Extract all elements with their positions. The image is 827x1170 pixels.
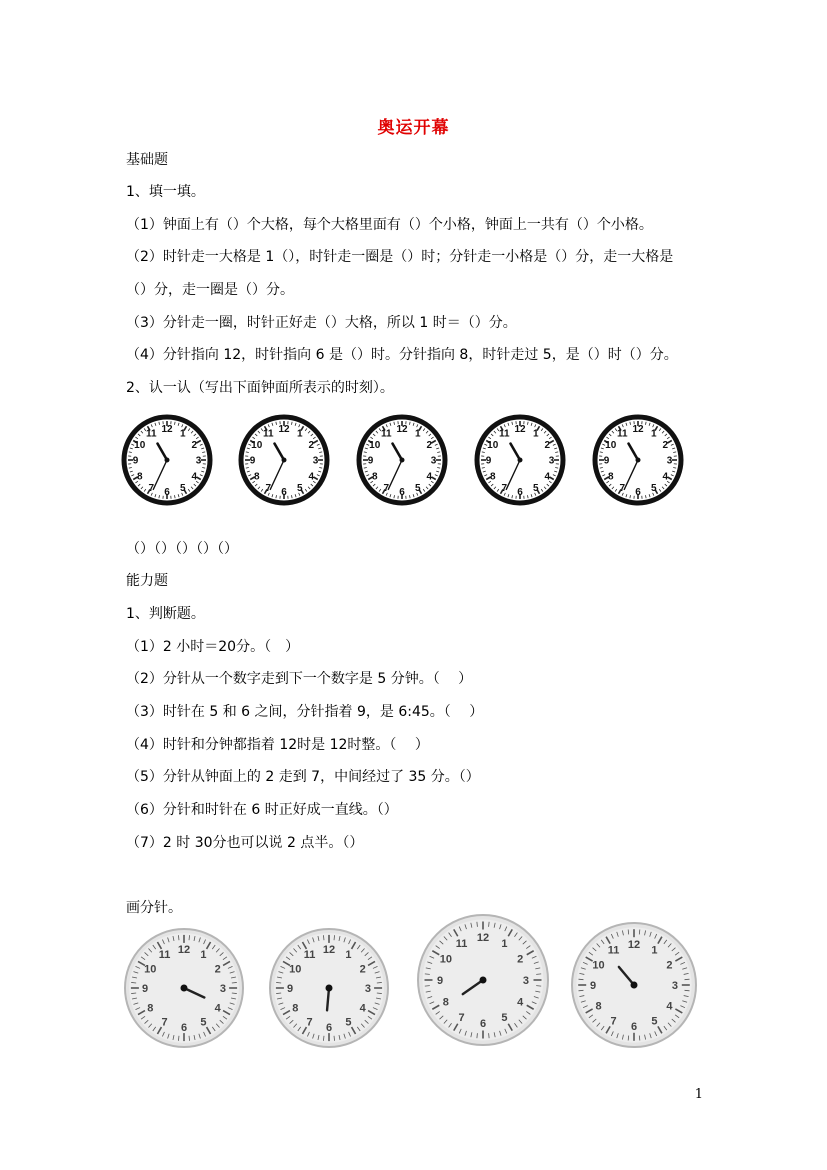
svg-text:11: 11 <box>262 428 274 440</box>
section-heading-ability: 能力题 <box>126 573 168 589</box>
svg-text:7: 7 <box>458 1012 465 1025</box>
svg-text:12: 12 <box>177 944 191 957</box>
svg-text:4: 4 <box>308 471 315 483</box>
svg-text:1: 1 <box>651 944 658 957</box>
svg-text:8: 8 <box>607 471 614 483</box>
svg-text:11: 11 <box>303 949 316 962</box>
judge-item-6: （6）分针和时针在 6 时正好成一直线。（） <box>126 802 398 818</box>
svg-text:6: 6 <box>281 487 287 499</box>
clock-5 <box>592 412 684 508</box>
svg-text:1: 1 <box>414 428 421 440</box>
svg-text:11: 11 <box>616 428 628 440</box>
svg-text:6: 6 <box>635 487 641 499</box>
svg-text:8: 8 <box>136 471 143 483</box>
svg-text:2: 2 <box>426 439 433 451</box>
svg-text:2: 2 <box>517 953 524 966</box>
svg-text:7: 7 <box>501 482 508 494</box>
svg-text:1: 1 <box>296 428 303 440</box>
svg-text:9: 9 <box>590 979 597 992</box>
svg-text:8: 8 <box>489 471 496 483</box>
svg-text:12: 12 <box>514 424 526 436</box>
page-number: 1 <box>694 1087 703 1102</box>
judge-item-2: （2）分针从一个数字走到下一个数字是 5 分钟。（ ） <box>126 671 473 687</box>
svg-text:1: 1 <box>532 428 539 440</box>
svg-text:3: 3 <box>666 455 673 467</box>
svg-text:11: 11 <box>455 937 468 950</box>
svg-text:6: 6 <box>479 1017 487 1030</box>
question-1-label: 1、填一填。 <box>126 184 205 200</box>
svg-text:5: 5 <box>532 482 539 494</box>
svg-text:2: 2 <box>214 963 221 976</box>
svg-text:8: 8 <box>371 471 378 483</box>
svg-text:1: 1 <box>200 949 207 962</box>
svg-text:10: 10 <box>487 439 499 451</box>
svg-text:1: 1 <box>501 937 508 950</box>
svg-text:7: 7 <box>265 482 272 494</box>
svg-text:10: 10 <box>439 953 452 966</box>
question-2-answers: （）（）（）（）（） <box>126 541 238 557</box>
svg-text:4: 4 <box>426 471 433 483</box>
svg-text:10: 10 <box>134 439 146 451</box>
svg-text:2: 2 <box>308 439 315 451</box>
svg-text:12: 12 <box>632 424 644 436</box>
draw-minute-label: 画分针。 <box>126 900 182 916</box>
question-1-item-3: （3）分针走一圈，时针正好走（）大格，所以 1 时＝（）分。 <box>126 315 517 331</box>
svg-text:4: 4 <box>214 1002 221 1015</box>
page-title: 奥运开幕 <box>377 118 450 138</box>
svg-text:10: 10 <box>144 963 157 976</box>
svg-text:11: 11 <box>607 944 620 957</box>
svg-text:5: 5 <box>651 1015 658 1028</box>
draw-clock-4 <box>571 920 697 1050</box>
svg-text:3: 3 <box>548 455 555 467</box>
judge-item-7: （7）2 时 30分也可以说 2 点半。（） <box>126 835 364 851</box>
question-2-label: 2、认一认（写出下面钟面所表示的时刻）。 <box>126 380 394 396</box>
svg-text:1: 1 <box>650 428 657 440</box>
svg-text:9: 9 <box>286 982 294 995</box>
svg-text:4: 4 <box>191 471 198 483</box>
clock-4 <box>474 412 566 508</box>
question-1-item-2: （2）时针走一大格是 1（），时针走一圈是（）时；分针走一小格是（）分，走一大格是 <box>126 249 674 265</box>
svg-text:3: 3 <box>195 455 202 467</box>
svg-text:11: 11 <box>158 949 171 962</box>
svg-text:12: 12 <box>161 424 173 436</box>
judge-item-5: （5）分针从钟面上的 2 走到 7，中间经过了 35 分。（） <box>126 769 480 785</box>
question-1-item-4: （4）分针指向 12，时针指向 6 是（）时。分针指向 8，时针走过 5，是（）时（）分。 <box>126 347 678 363</box>
svg-text:4: 4 <box>517 996 524 1009</box>
svg-text:9: 9 <box>367 455 374 467</box>
svg-text:3: 3 <box>364 982 372 995</box>
clock-3 <box>356 412 448 508</box>
svg-text:12: 12 <box>627 939 641 952</box>
svg-text:5: 5 <box>501 1012 508 1025</box>
svg-text:8: 8 <box>147 1002 154 1015</box>
svg-text:3: 3 <box>312 455 319 467</box>
svg-text:3: 3 <box>671 979 678 992</box>
svg-text:10: 10 <box>369 439 381 451</box>
svg-text:3: 3 <box>430 455 437 467</box>
question-1-item-2-cont: （）分，走一圈是（）分。 <box>126 282 294 298</box>
svg-text:2: 2 <box>191 439 198 451</box>
svg-text:2: 2 <box>359 963 366 976</box>
clock-2 <box>238 412 330 508</box>
svg-text:1: 1 <box>179 428 186 440</box>
judge-item-1: （1）2 小时＝20分。（ ） <box>126 639 300 655</box>
draw-clock-1 <box>124 926 244 1050</box>
svg-text:10: 10 <box>605 439 617 451</box>
question-1-item-1: （1）钟面上有（）个大格，每个大格里面有（）个小格，钟面上一共有（）个小格。 <box>126 217 653 233</box>
svg-text:9: 9 <box>603 455 610 467</box>
judge-item-3: （3）时针在 5 和 6 之间，分针指着 9，是 6:45。（ ） <box>126 704 484 720</box>
judge-item-4: （4）时针和分钟都指着 12时是 12时整。（ ） <box>126 737 429 753</box>
svg-text:2: 2 <box>662 439 669 451</box>
svg-text:8: 8 <box>595 1000 602 1013</box>
svg-text:6: 6 <box>180 1021 188 1034</box>
svg-text:11: 11 <box>498 428 510 440</box>
svg-text:7: 7 <box>148 482 155 494</box>
svg-text:5: 5 <box>414 482 421 494</box>
svg-text:8: 8 <box>253 471 260 483</box>
svg-text:7: 7 <box>383 482 390 494</box>
svg-text:5: 5 <box>650 482 657 494</box>
svg-text:4: 4 <box>359 1002 366 1015</box>
svg-text:7: 7 <box>306 1016 313 1029</box>
svg-text:9: 9 <box>132 455 139 467</box>
svg-text:1: 1 <box>345 949 352 962</box>
judge-label: 1、判断题。 <box>126 606 205 622</box>
draw-clock-3 <box>417 912 549 1048</box>
svg-text:10: 10 <box>289 963 302 976</box>
section-heading-basic: 基础题 <box>126 152 168 168</box>
svg-text:6: 6 <box>399 487 405 499</box>
svg-text:10: 10 <box>251 439 263 451</box>
svg-text:3: 3 <box>522 974 529 987</box>
svg-text:4: 4 <box>544 471 551 483</box>
svg-text:6: 6 <box>325 1021 333 1034</box>
clock-1 <box>121 412 213 508</box>
svg-text:11: 11 <box>380 428 392 440</box>
svg-text:11: 11 <box>145 428 157 440</box>
svg-text:6: 6 <box>630 1020 638 1033</box>
svg-text:4: 4 <box>662 471 669 483</box>
svg-text:5: 5 <box>345 1016 352 1029</box>
svg-text:9: 9 <box>249 455 256 467</box>
svg-text:12: 12 <box>476 932 490 945</box>
svg-text:7: 7 <box>610 1015 617 1028</box>
svg-text:3: 3 <box>219 982 227 995</box>
svg-text:4: 4 <box>666 1000 673 1013</box>
svg-text:9: 9 <box>485 455 492 467</box>
svg-text:2: 2 <box>544 439 551 451</box>
svg-text:7: 7 <box>161 1016 168 1029</box>
svg-text:5: 5 <box>200 1016 207 1029</box>
svg-text:8: 8 <box>292 1002 299 1015</box>
svg-text:12: 12 <box>278 424 290 436</box>
draw-clock-2 <box>269 926 389 1050</box>
svg-text:10: 10 <box>592 959 605 972</box>
svg-text:7: 7 <box>619 482 626 494</box>
svg-text:6: 6 <box>517 487 523 499</box>
svg-text:6: 6 <box>164 487 170 499</box>
svg-text:2: 2 <box>666 959 673 972</box>
svg-text:5: 5 <box>179 482 186 494</box>
svg-text:5: 5 <box>296 482 303 494</box>
svg-text:9: 9 <box>141 982 149 995</box>
svg-text:12: 12 <box>396 424 408 436</box>
svg-text:8: 8 <box>442 996 449 1009</box>
svg-text:9: 9 <box>437 974 444 987</box>
svg-text:12: 12 <box>322 944 336 957</box>
